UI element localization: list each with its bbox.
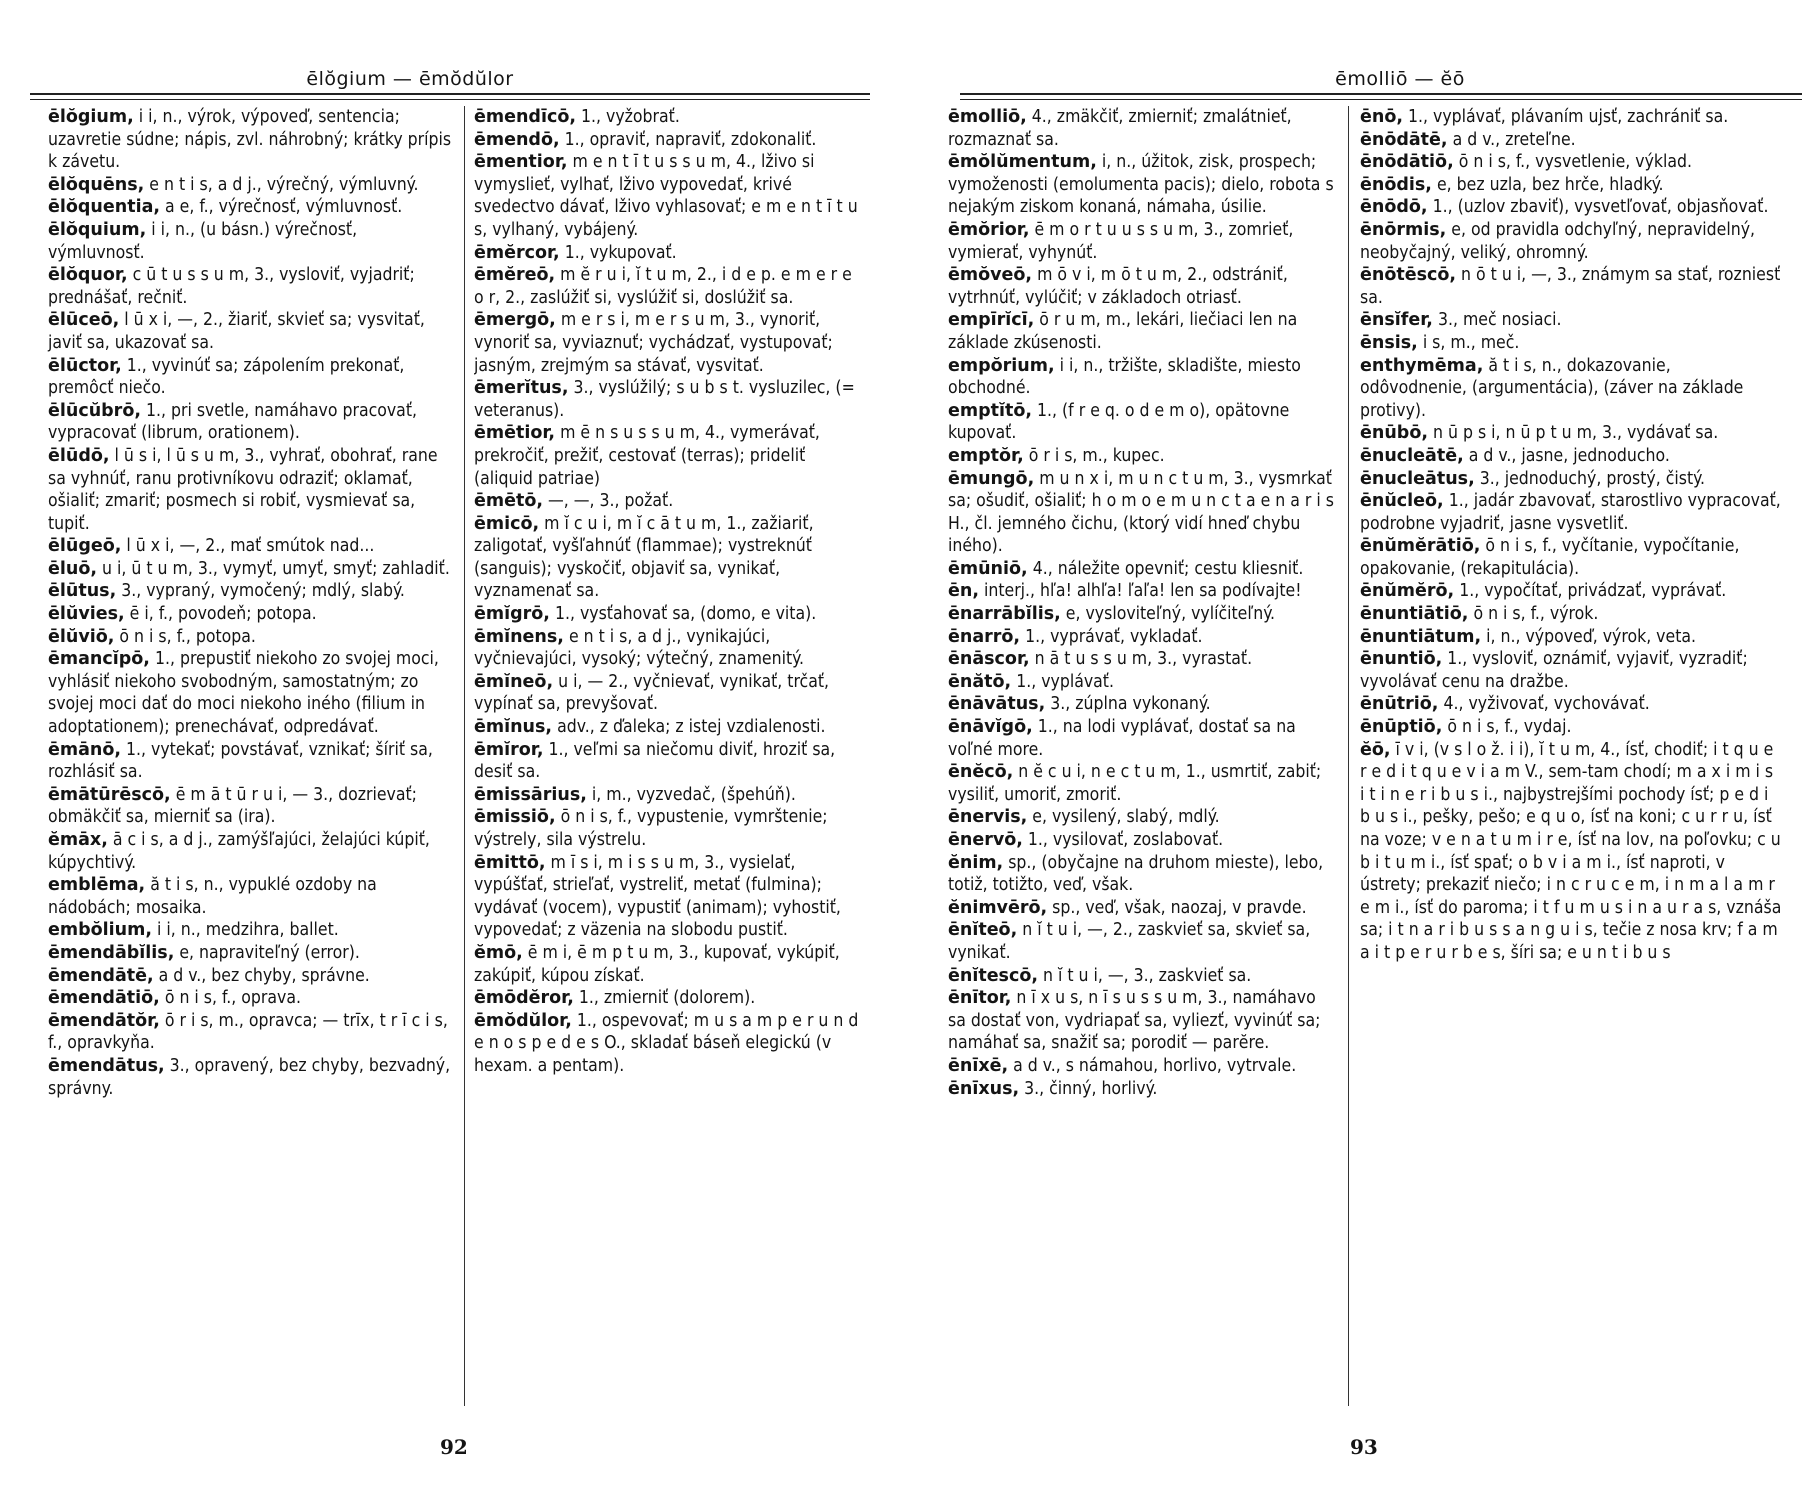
entry-headword: ēmolliō, <box>948 107 1027 127</box>
entry-definition: ā c i s, a d j., zamýšľajúci, želajúci kúpiť, kúpychtivý. <box>48 830 430 873</box>
entry-definition: m ē n s u s s u m, 4., vymerávať, prekročiť, prežiť, cestovať (terras); prideliť (aliquid patriae) <box>474 423 820 489</box>
dictionary-entry <box>48 355 456 400</box>
entry-headword: ēnō, <box>1360 107 1403 127</box>
dictionary-entry <box>474 264 866 309</box>
entry-headword: ēmendābĭlis, <box>48 942 175 963</box>
dictionary-entry <box>48 829 456 874</box>
entry-headword: ēnervō, <box>948 830 1023 850</box>
dictionary-entry <box>948 1055 1336 1078</box>
entry-headword: ēnāvĭgō, <box>948 717 1033 738</box>
entry-headword: ēnūptiō, <box>1360 717 1443 738</box>
dictionary-entry <box>948 919 1336 964</box>
entry-headword: ēlūceō, <box>48 310 120 331</box>
entry-definition: 1., vytekať; povstávať, vznikať; šíriť sa, rozhlásiť sa. <box>48 739 433 783</box>
entry-headword: ēmendātiō, <box>48 988 160 1009</box>
dictionary-entry <box>948 965 1336 988</box>
entry-definition: ō n i s, f., vysvetlenie, výklad. <box>1458 152 1693 173</box>
entry-definition: 4., zmäkčiť, zmierniť; zmalátnieť, rozmaznať sa. <box>948 107 1292 150</box>
entry-headword: ēnōdātiō, <box>1360 152 1454 173</box>
entry-headword: ēmancĭpō, <box>48 649 150 670</box>
entry-headword: ēlŭvies, <box>48 604 125 625</box>
entry-definition: 1., veľmi sa niečomu diviť, hroziť sa, desiť sa. <box>474 739 836 783</box>
dictionary-entry <box>948 806 1336 829</box>
dictionary-entry <box>1360 739 1782 965</box>
entry-headword: emptŏr, <box>948 445 1024 466</box>
entry-headword: ēnuntiātiō, <box>1360 604 1469 625</box>
entry-definition: 1., vyžobrať. <box>581 107 680 127</box>
dictionary-entry <box>48 739 456 784</box>
entry-definition: 1., vysilovať, zoslabovať. <box>1027 830 1224 850</box>
entry-headword: ēnŭmĕrō, <box>1360 581 1455 602</box>
entry-headword: ēnsĭfer, <box>1360 310 1433 331</box>
dictionary-entry <box>48 919 456 942</box>
entry-headword: ēnōrmis, <box>1360 219 1447 240</box>
dictionary-entry <box>948 468 1336 558</box>
entry-headword: ēmōdĕror, <box>474 988 574 1009</box>
entry-definition: a d v., s námahou, horlivo, vytrvale. <box>1013 1055 1297 1076</box>
entry-headword: ēmentior, <box>474 152 568 173</box>
dictionary-entry <box>48 784 456 829</box>
entry-headword: ēlŭviō, <box>48 626 115 647</box>
entry-headword: ēmĕreō, <box>474 265 556 286</box>
entry-headword: ēnervis, <box>948 807 1028 828</box>
page-number: 92 <box>440 1435 468 1459</box>
entry-definition: l ū x i, —, 2., žiariť, skvieť sa; vysvitať, javiť sa, ukazovať sa. <box>48 310 425 353</box>
entry-headword: ēnsis, <box>1360 332 1418 353</box>
entry-definition: m ĭ c u i, m ĭ c ā t u m, 1., zažiariť, zaligotať, vyšľahnúť (flammae); vystreknúť (sanguis); vyskočiť, objaviť sa, vynikať, vyznamenať sa. <box>474 513 814 602</box>
column-divider <box>1348 106 1349 1406</box>
dictionary-entry <box>474 987 866 1010</box>
dictionary-entry <box>1360 603 1782 626</box>
dictionary-entry <box>48 174 456 197</box>
entry-definition: m ō v i, m ō t u m, 2., odstrániť, vytrhnúť, vylúčiť; v základoch otriasť. <box>948 265 1288 308</box>
entry-definition: 3., vypraný, vymočený; mdlý, slabý. <box>121 581 405 602</box>
dictionary-entry <box>1360 716 1782 739</box>
entry-headword: ēmerĭtus, <box>474 378 569 399</box>
dictionary-entry <box>948 671 1336 694</box>
entry-headword: ēnĭtescō, <box>948 965 1039 986</box>
entry-definition: ō n i s, f., potopa. <box>119 626 256 647</box>
entry-headword: ēmĕrcor, <box>474 242 560 263</box>
entry-headword: ēnucleātus, <box>1360 468 1475 489</box>
entry-definition: i, n., úžitok, zisk, prospech; vymoženosti (emolumenta pacis); dielo, robota s nejakým ziskom konaná, námaha, úsilie. <box>948 152 1334 218</box>
dictionary-entry <box>474 671 866 716</box>
dictionary-entry <box>948 355 1336 400</box>
entry-headword: ĕnim, <box>948 852 1004 873</box>
dictionary-entry <box>48 219 456 264</box>
entry-headword: ēn, <box>948 581 979 602</box>
dictionary-entry <box>948 829 1336 852</box>
entry-definition: n ĭ t u i, —, 3., zaskvieť sa. <box>1043 965 1252 986</box>
dictionary-entry <box>948 716 1336 761</box>
entry-headword: ēnarrābĭlis, <box>948 604 1061 625</box>
entry-definition: 1., vyplávať. <box>1016 671 1114 692</box>
entry-headword: ēmātūrēscō, <box>48 784 171 805</box>
entry-headword: ēnŭcleō, <box>1360 491 1444 512</box>
entry-definition: 3., jednoduchý, prostý, čistý. <box>1479 468 1705 489</box>
entry-definition: i i, n., (u básn.) výrečnosť, výmluvnosť. <box>48 219 358 263</box>
entry-definition: e n t i s, a d j., výrečný, výmluvný. <box>149 174 419 195</box>
dictionary-entry <box>948 761 1336 806</box>
entry-headword: ēluō, <box>48 558 97 579</box>
dictionary-entry <box>1360 580 1782 603</box>
entry-definition: —, —, 3., požať. <box>548 491 674 512</box>
dictionary-entry <box>474 784 866 807</box>
entry-headword: ēmittō, <box>474 852 546 873</box>
entry-definition: ō r u m, m., lekári, liečiaci len na základe zkúsenosti. <box>948 310 1298 353</box>
column-divider <box>464 106 465 1406</box>
running-head: ēlŏgium — ēmŏdŭlor <box>306 68 514 90</box>
entry-definition: 1., vykupovať. <box>564 242 677 263</box>
entry-definition: c ū t u s s u m, 3., vysloviť, vyjadriť; prednášať, rečniť. <box>48 265 415 308</box>
entry-headword: ēmĭgrō, <box>474 604 550 625</box>
entry-headword: ēnōdātē, <box>1360 129 1448 150</box>
dictionary-entry <box>948 626 1336 649</box>
entry-headword: ēmendō, <box>474 129 560 150</box>
entry-headword: ĕō, <box>1360 739 1391 760</box>
dictionary-entry <box>48 1010 456 1055</box>
dictionary-entry <box>474 852 866 942</box>
dictionary-entry <box>474 739 866 784</box>
entry-headword: ēmŏdŭlor, <box>474 1010 572 1031</box>
dictionary-entry <box>48 603 456 626</box>
entry-definition: n ī x u s, n ī s u s s u m, 3., namáhavo sa dostať von, vydriapať sa, vyliezť, vyvinúť sa; namáhať sa, snažiť sa; porodiť — parĕre. <box>948 988 1321 1054</box>
entry-definition: sp., veď, však, naozaj, v pravde. <box>1052 897 1307 918</box>
entry-headword: ēmissārius, <box>474 784 587 805</box>
entry-headword: enthymēma, <box>1360 355 1484 376</box>
dictionary-entry <box>48 535 456 558</box>
entry-headword: ēmūniō, <box>948 558 1028 579</box>
entry-definition: u i, ū t u m, 3., vymyť, umyť, smyť; zahladiť. <box>102 558 450 579</box>
entry-definition: a e, f., výrečnosť, výmluvnosť. <box>165 197 403 218</box>
entry-definition: 1., jadár zbavovať, starostlivo vypracovať, podrobne vyjadriť, jasne vysvetliť. <box>1360 491 1781 534</box>
dictionary-entry <box>1360 106 1782 129</box>
dictionary-entry <box>1360 445 1782 468</box>
dictionary-entry <box>48 309 456 354</box>
dictionary-entry <box>1360 648 1782 693</box>
entry-headword: ēnīxus, <box>948 1078 1020 1099</box>
entry-headword: ēlūctor, <box>48 355 122 376</box>
entry-definition: m u n x i, m u n c t u m, 3., vysmrkať sa; ošudiť, ošialiť; h o m o e m u n c t a e n a r i s H., čl. jemného čichu, (ktorý vidí hneď chybu iného). <box>948 468 1334 557</box>
dictionary-entry <box>948 648 1336 671</box>
entry-definition: e, vysloviteľný, vylíčiteľný. <box>1065 604 1276 625</box>
entry-headword: ēmendātus, <box>48 1055 165 1076</box>
entry-definition: ō n i s, f., vydaj. <box>1447 717 1572 738</box>
entry-definition: l ū x i, —, 2., mať smútok nad... <box>126 536 375 557</box>
dictionary-entry <box>948 400 1336 445</box>
dictionary-entry <box>48 1055 456 1100</box>
entry-definition: 3., meč nosiaci. <box>1437 310 1562 331</box>
dictionary-entry <box>1360 422 1782 445</box>
entry-headword: ēnarrō, <box>948 626 1021 647</box>
entry-headword: ēmungō, <box>948 468 1035 489</box>
entry-headword: ēmissiō, <box>474 807 556 828</box>
entry-headword: ēmĭneō, <box>474 671 554 692</box>
entry-definition: ē m i, ē m p t u m, 3., kupovať, vykúpiť, zakúpiť, kúpou získať. <box>474 942 840 986</box>
entry-headword: ēlūgeō, <box>48 536 122 557</box>
entry-definition: a d v., bez chyby, správne. <box>158 965 370 986</box>
entry-headword: ēmĭnens, <box>474 626 564 647</box>
entry-headword: ēlŏgium, <box>48 107 134 127</box>
entry-definition: ō n i s, f., výrok. <box>1473 604 1599 625</box>
entry-definition: 1., na lodi vyplávať, dostať sa na voľné more. <box>948 717 1296 760</box>
dictionary-entry <box>1360 151 1782 174</box>
entry-headword: ēmētō, <box>474 491 544 512</box>
entry-definition: ō n i s, f., vyčítanie, vypočítanie, opakovanie, (rekapitulácia). <box>1360 536 1740 579</box>
entry-definition: 3., opravený, bez chyby, bezvadný, správny. <box>48 1055 451 1099</box>
dictionary-entry <box>474 942 866 987</box>
header-rule <box>30 93 870 100</box>
entry-headword: ēlūtus, <box>48 581 117 602</box>
entry-definition: e, bez uzla, bez hrče, hladký. <box>1436 174 1664 195</box>
entry-definition: 3., zúplna vykonaný. <box>1050 694 1211 715</box>
entry-definition: 1., vyvinúť sa; zápolením prekonať, premôcť niečo. <box>48 355 405 399</box>
dictionary-entry <box>948 897 1336 920</box>
entry-headword: ēnuntiātum, <box>1360 626 1482 647</box>
dictionary-entry <box>1360 219 1782 264</box>
entry-headword: ēnūbō, <box>1360 423 1428 444</box>
dictionary-entry <box>474 129 866 152</box>
entry-definition: n ō t u i, —, 3., známym sa stať, rozniesť sa. <box>1360 265 1781 308</box>
entry-definition: i i, n., výrok, výpoveď, sentencia; uzavretie súdne; nápis, zvl. náhrobný; krátky prípis k závetu. <box>48 107 452 173</box>
entry-headword: ēnucleātē, <box>1360 445 1464 466</box>
entry-definition: ō r i s, m., opravca; — trīx, t r ī c i s, f., opravkyňa. <box>48 1010 448 1054</box>
entry-definition: 3., vyslúžilý; s u b s t. vysluzilec, (= veteranus). <box>474 378 855 421</box>
left-page <box>0 0 880 1500</box>
entry-headword: ēlŏquium, <box>48 219 147 240</box>
entry-headword: ēnāvātus, <box>948 694 1046 715</box>
dictionary-entry <box>948 603 1336 626</box>
dictionary-entry <box>474 603 866 626</box>
entry-headword: ēlūdō, <box>48 445 110 466</box>
dictionary-entry <box>474 309 866 377</box>
entry-definition: l ū s i, l ū s u m, 3., vyhrať, obohrať, rane sa vyhnúť, ranu protivníkovu odraziť; oklamať, ošialiť; zmariť; posmech si robiť, vysmievať sa, tupiť. <box>48 445 438 534</box>
entry-headword: emptĭtō, <box>948 400 1033 421</box>
header-rule <box>960 93 1802 100</box>
entry-definition: i s, m., meč. <box>1422 332 1520 353</box>
dictionary-entry <box>948 445 1336 468</box>
entry-definition: 1., zmierniť (dolorem). <box>578 988 756 1009</box>
dictionary-entry <box>1360 196 1782 219</box>
entry-definition: m e n t ī t u s s u m, 4., lživo si vymyslieť, vylhať, lživo vypovedať, krivé svedectvo dávať, lživo vyhlasovať; e m e n t ī t u s, vylhaný, vybájený. <box>474 152 858 240</box>
dictionary-entry <box>948 106 1336 151</box>
entry-definition: u i, — 2., vyčnievať, vynikať, trčať, vypínať sa, prevyšovať. <box>474 671 830 715</box>
dictionary-entry <box>474 490 866 513</box>
left-column-1 <box>48 106 456 1100</box>
entry-definition: n ĕ c u i, n e c t u m, 1., usmrtiť, zabiť; vysiliť, umoriť, zmoriť. <box>948 762 1322 805</box>
entry-headword: ĕmāx, <box>48 830 108 850</box>
entry-headword: ĕnimvērō, <box>948 897 1048 918</box>
entry-definition: n ū p s i, n ū p t u m, 3., vydávať sa. <box>1432 423 1719 444</box>
dictionary-entry <box>474 422 866 490</box>
entry-definition: ē i, f., povodeň; potopa. <box>129 604 317 625</box>
dictionary-entry <box>948 852 1336 897</box>
entry-definition: ă t i s, n., dokazovanie, odôvodnenie, (argumentácia), (záver na základe protivy). <box>1360 355 1744 421</box>
entry-definition: e, vysilený, slabý, mdlý. <box>1032 807 1220 828</box>
entry-definition: ō n i s, f., vypustenie, vymrštenie; výstrely, sila výstrelu. <box>474 807 828 850</box>
entry-definition: n ā t u s s u m, 3., vyrastať. <box>1034 649 1253 670</box>
entry-definition: 1., vysťahovať sa, (domo, e vita). <box>554 604 817 625</box>
dictionary-entry <box>1360 355 1782 423</box>
entry-definition: i i, n., tržište, skladište, miesto obchodné. <box>948 355 1301 399</box>
entry-headword: ēmicō, <box>474 513 540 534</box>
entry-definition: 1., opraviť, napraviť, zdokonaliť. <box>564 129 817 150</box>
entry-definition: ē m ā t ū r u i, — 3., dozrievať; obmäkčiť sa, mierniť sa (ira). <box>48 784 417 828</box>
entry-definition: 1., vyprávať, vykladať. <box>1025 626 1203 647</box>
dictionary-entry <box>48 445 456 535</box>
dictionary-entry <box>948 558 1336 581</box>
entry-headword: empŏrium, <box>948 355 1055 376</box>
entry-definition: 1., prepustiť niekoho zo svojej moci, vyhlásiť niekoho svobodným, samostatným; zo svojej moci dať do moci niekoho iného (filium in adoptationem); prenechávať, odpredávať. <box>48 649 439 738</box>
entry-headword: emblēma, <box>48 875 146 896</box>
dictionary-entry <box>1360 468 1782 491</box>
entry-definition: e, od pravidla odchyľný, nepravidelný, neobyčajný, veliký, ohromný. <box>1360 219 1756 263</box>
dictionary-entry <box>474 806 866 851</box>
entry-definition: a d v., jasne, jednoducho. <box>1468 445 1670 466</box>
entry-definition: i i, n., medzihra, ballet. <box>157 920 339 941</box>
dictionary-entry <box>1360 264 1782 309</box>
dictionary-entry <box>48 626 456 649</box>
dictionary-entry <box>474 242 866 265</box>
entry-headword: ēnōtēscō, <box>1360 265 1457 286</box>
entry-headword: ēnuntiō, <box>1360 649 1443 670</box>
entry-definition: m ĕ r u i, ĭ t u m, 2., i d e p. e m e r e o r, 2., zaslúžiť si, vyslúžiť si, doslúžiť sa. <box>474 265 852 308</box>
entry-headword: empīrĭcī, <box>948 310 1035 331</box>
entry-definition: 4., náležite opevniť; cestu kliesniť. <box>1032 558 1304 579</box>
entry-headword: ĕmō, <box>474 942 523 963</box>
entry-headword: ēnĕcō, <box>948 762 1014 783</box>
entry-definition: ă t i s, n., vypuklé ozdoby na nádobách; mosaika. <box>48 875 377 918</box>
dictionary-entry <box>474 716 866 739</box>
dictionary-entry <box>1360 626 1782 649</box>
entry-definition: sp., (obyčajne na druhom mieste), lebo, totiž, totižto, veď, však. <box>948 852 1324 896</box>
entry-definition: a d v., zreteľne. <box>1452 129 1576 150</box>
dictionary-entry <box>48 196 456 219</box>
dictionary-entry <box>474 377 866 422</box>
dictionary-entry <box>474 626 866 671</box>
entry-headword: ēlŏquor, <box>48 265 128 286</box>
dictionary-entry <box>474 513 866 603</box>
dictionary-entry <box>48 558 456 581</box>
dictionary-entry <box>948 219 1336 264</box>
entry-definition: ī v i, (v s l o ž. i i), ĭ t u m, 4., ísť, chodiť; i t q u e r e d i t q u e v i a m V., sem-tam chodí; m a x i m i s i t i n e r i b u s i., najbystrejšími pochody ísť; p e d i b u s i., pešky, pešo; e q u o, ísť na koni; c u r r u, ísť na voze; v e n a t u m i r e, ísť na lov, na poľovku; c u b i t u m i., ísť spať; o b v i a m i., ísť naproti, v ústrety; prekaziť niečo; i n c r u c e m, i n m a l a m r e m i., ísť do paroma; i t f u m u s i n a u r a s, vznáša sa; i t n a r i b u s s a n g u i s, tečie z nosa krv; f a m a i t p e r u r b e s, šíri sa; e u n t i b u s <box>1360 739 1782 963</box>
entry-headword: ēnătō, <box>948 671 1012 692</box>
entry-definition: i, m., vyzvedač, (špehúň). <box>591 784 796 805</box>
right-page <box>930 0 1810 1500</box>
entry-definition: e, napraviteľný (error). <box>179 942 360 963</box>
entry-definition: 1., (f r e q. o d e m o), opätovne kupovať. <box>948 400 1290 444</box>
entry-definition: ō r i s, m., kupec. <box>1028 445 1165 466</box>
entry-headword: ēmŏlŭmentum, <box>948 152 1097 173</box>
dictionary-entry <box>1360 309 1782 332</box>
running-head: ēmolliō — ĕō <box>1335 68 1465 90</box>
entry-definition: 3., činný, horlivý. <box>1024 1078 1158 1099</box>
entry-definition: m e r s i, m e r s u m, 3., vynoriť, vynoriť sa, vyviaznuť; vychádzať, vystupovať; jasným, zrejmým sa stávať, vysvitať. <box>474 310 833 376</box>
dictionary-entry <box>48 400 456 445</box>
dictionary-entry <box>948 151 1336 219</box>
entry-headword: ēnāscor, <box>948 649 1030 670</box>
entry-definition: m ī s i, m i s s u m, 3., vysielať, vypúšťať, strieľať, vystreliť, metať (fulmina); vydávať (vocem), vypustiť (animam); vyhostiť, vypovedať; z väzenia na slobodu pustiť. <box>474 852 841 941</box>
entry-headword: ēmendātē, <box>48 965 154 986</box>
dictionary-entry <box>48 106 456 174</box>
entry-definition: i, n., výpoveď, výrok, veta. <box>1486 626 1697 647</box>
entry-headword: ēnōdō, <box>1360 197 1428 218</box>
dictionary-entry <box>48 965 456 988</box>
entry-headword: ēmendīcō, <box>474 107 577 127</box>
entry-definition: 1., ospevovať; m u s a m p e r u n d e n o s p e d e s O., skladať báseň elegickú (v hexam. a pentam). <box>474 1010 859 1076</box>
dictionary-entry <box>474 106 866 129</box>
entry-headword: ēmānō, <box>48 739 122 760</box>
dictionary-entry <box>48 942 456 965</box>
dictionary-entry <box>1360 332 1782 355</box>
entry-definition: e n t i s, a d j., vynikajúci, vyčnievajúci, vysoký; výtečný, znamenitý. <box>474 626 804 670</box>
dictionary-entry <box>1360 129 1782 152</box>
entry-definition: 4., vyživovať, vychovávať. <box>1443 694 1650 715</box>
entry-definition: 1., vyplávať, plávaním ujsť, zachrániť sa. <box>1408 107 1729 127</box>
entry-headword: ēmendātŏr, <box>48 1010 160 1031</box>
right-column-2 <box>1360 106 1782 965</box>
left-column-2 <box>474 106 866 1078</box>
dictionary-entry <box>948 987 1336 1055</box>
entry-headword: ēmĭror, <box>474 739 544 760</box>
entry-headword: ēlŏquentia, <box>48 197 161 218</box>
entry-definition: 1., pri svetle, namáhavo pracovať, vypracovať (librum, orationem). <box>48 400 418 444</box>
entry-headword: ēnōdis, <box>1360 174 1432 195</box>
entry-headword: ēmŏveō, <box>948 265 1033 286</box>
entry-definition: n ĭ t u i, —, 2., zaskvieť sa, skvieť sa, vynikať. <box>948 920 1311 963</box>
entry-definition: interj., hľa! alhľa! ľaľa! len sa podívajte! <box>983 581 1302 602</box>
entry-headword: ēlūcŭbrō, <box>48 400 141 421</box>
entry-definition: ō n i s, f., oprava. <box>164 988 301 1009</box>
entry-headword: ēnĭteō, <box>948 920 1018 941</box>
dictionary-entry <box>1360 693 1782 716</box>
dictionary-entry <box>1360 174 1782 197</box>
dictionary-entry <box>1360 535 1782 580</box>
entry-headword: ēnīxē, <box>948 1055 1009 1076</box>
dictionary-entry <box>1360 490 1782 535</box>
entry-headword: ēlŏquēns, <box>48 174 145 195</box>
dictionary-entry <box>48 580 456 603</box>
page-number: 93 <box>1350 1435 1378 1459</box>
dictionary-entry <box>48 987 456 1010</box>
dictionary-entry <box>948 309 1336 354</box>
entry-headword: ēmĭnus, <box>474 717 553 738</box>
entry-definition: 1., (uzlov zbaviť), vysvetľovať, objasňovať. <box>1432 197 1769 218</box>
entry-headword: embŏlium, <box>48 920 152 941</box>
dictionary-entry <box>474 1010 866 1078</box>
entry-definition: adv., z ďaleka; z istej vzdialenosti. <box>557 717 826 738</box>
entry-definition: 1., vypočítať, privádzať, vyprávať. <box>1459 581 1727 602</box>
entry-headword: ēmētior, <box>474 423 556 444</box>
entry-headword: ēnītor, <box>948 988 1012 1009</box>
entry-definition: ē m o r t u u s s u m, 3., zomrieť, vymierať, vyhynúť. <box>948 219 1294 263</box>
dictionary-entry <box>48 648 456 738</box>
dictionary-entry <box>948 264 1336 309</box>
entry-headword: ēnūtriō, <box>1360 694 1439 715</box>
entry-headword: ēmŏrior, <box>948 219 1030 240</box>
dictionary-entry <box>948 1078 1336 1101</box>
dictionary-entry <box>48 264 456 309</box>
entry-definition: 1., vysloviť, oznámiť, vyjaviť, vyzradiť; vyvolávať cenu na dražbe. <box>1360 649 1748 692</box>
entry-headword: ēnŭmĕrātiō, <box>1360 536 1481 557</box>
dictionary-entry <box>948 580 1336 603</box>
dictionary-entry <box>48 874 456 919</box>
dictionary-entry <box>474 151 866 241</box>
entry-headword: ēmergō, <box>474 310 556 331</box>
dictionary-entry <box>948 693 1336 716</box>
right-column-1 <box>948 106 1336 1100</box>
